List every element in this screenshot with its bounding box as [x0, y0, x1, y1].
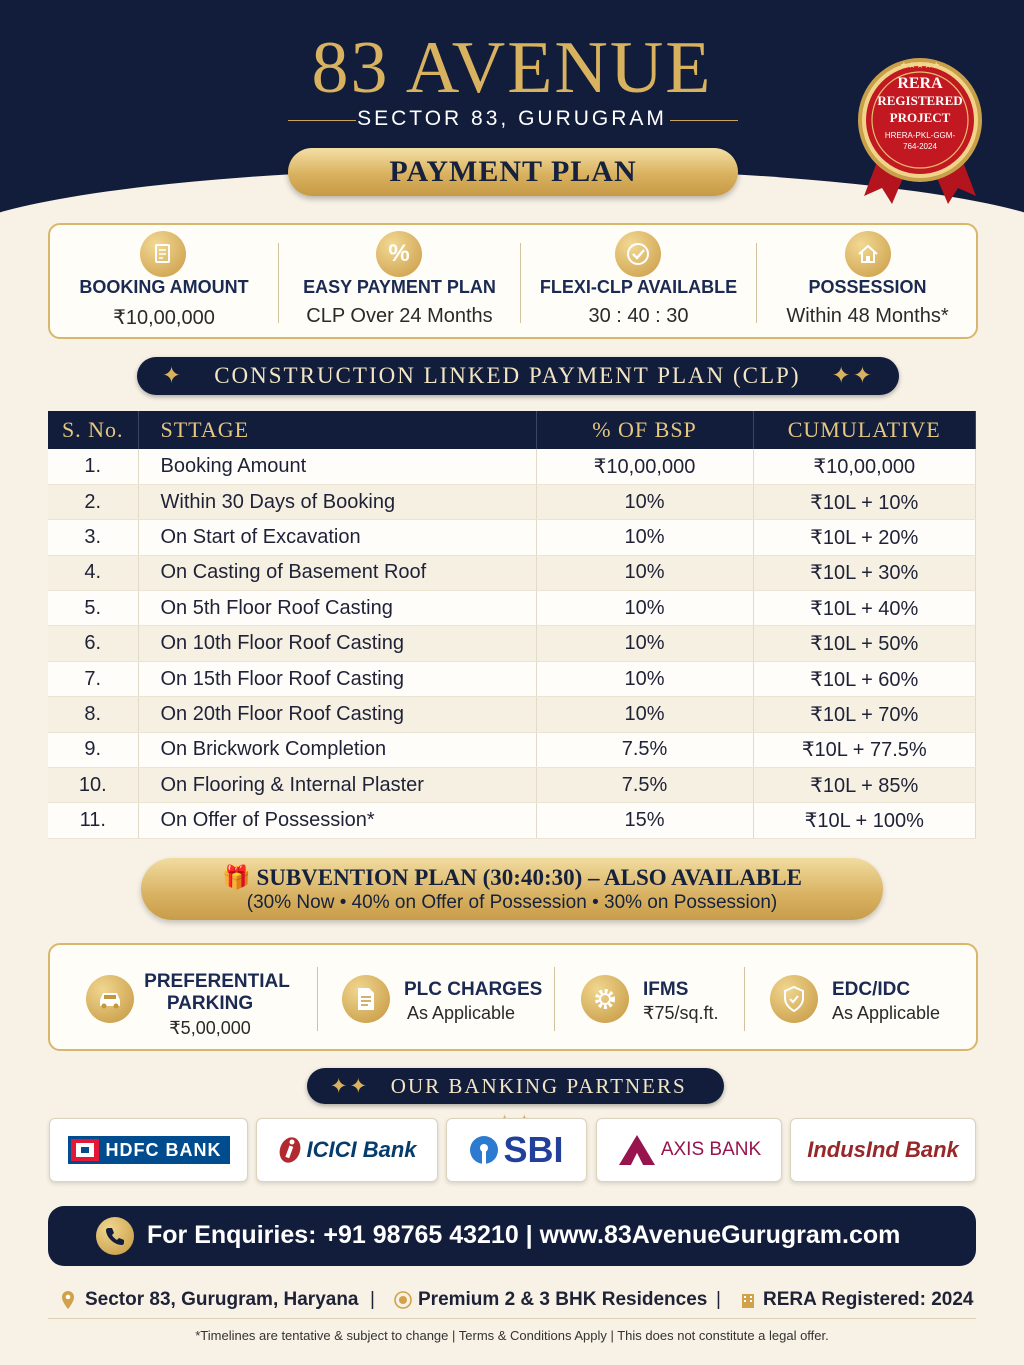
table-cell: 3. [48, 520, 138, 555]
footer-rera [739, 1288, 973, 1312]
subvention-banner [141, 858, 883, 920]
highlight-possession [757, 225, 978, 341]
table-cell: 10% [536, 591, 753, 626]
table-cell: 1. [48, 449, 138, 484]
table-cell: 11. [48, 803, 138, 838]
table-cell: ₹10L + 10% [753, 484, 976, 519]
bank-logo-sbi [446, 1118, 587, 1182]
table-cell: 4. [48, 555, 138, 590]
table-row [48, 768, 976, 803]
sbi-mark-icon [469, 1135, 499, 1165]
table-row [48, 591, 976, 626]
column-header: STTAGE [138, 411, 536, 449]
subtitle-divider-right [670, 120, 738, 121]
charges-panel [48, 943, 978, 1051]
bank-logo-indusind [790, 1118, 976, 1182]
table-cell: 10% [536, 626, 753, 661]
column-header: % OF BSP [536, 411, 753, 449]
rera-badge-code2: 764-2024 [903, 142, 937, 151]
table-row [48, 449, 976, 484]
rera-badge-line3: PROJECT [889, 110, 951, 125]
table-cell: ₹10L + 70% [753, 697, 976, 732]
document-icon [140, 231, 186, 277]
table-cell: On Offer of Possession* [138, 803, 536, 838]
bank-name: IndusInd Bank [807, 1137, 959, 1162]
table-cell: 8. [48, 697, 138, 732]
banking-title-text: OUR BANKING PARTNERS [390, 1074, 687, 1098]
table-cell: ₹10L + 77.5% [753, 732, 976, 767]
payment-plan-table [48, 411, 976, 839]
phone-icon [96, 1217, 134, 1255]
table-cell: ₹10,00,000 [753, 449, 976, 484]
table-cell: ₹10,00,000 [536, 449, 753, 484]
charge-label: IFMS [643, 979, 689, 1000]
payment-plan-banner: PAYMENT PLAN [288, 148, 738, 196]
table-cell: ₹10L + 85% [753, 768, 976, 803]
table-cell: ₹10L + 100% [753, 803, 976, 838]
footer-rera-text: RERA Registered: 2024 [763, 1289, 974, 1310]
rera-badge-line2: REGISTERED [877, 93, 963, 108]
highlight-value: ₹10,00,000 [113, 307, 215, 329]
badge-icon [394, 1291, 412, 1309]
table-cell: 7.5% [536, 732, 753, 767]
table-cell: 7. [48, 661, 138, 696]
bank-name: HDFC BANK [105, 1139, 222, 1160]
bank-name: AXIS BANK [660, 1139, 762, 1160]
star-icon: ✦ [161, 363, 184, 388]
check-icon [615, 231, 661, 277]
table-cell: 10% [536, 555, 753, 590]
charge-value: ₹5,00,000 [169, 1018, 251, 1038]
table-cell: On 10th Floor Roof Casting [138, 626, 536, 661]
footer-divider [48, 1318, 976, 1319]
charge-label: PLC CHARGES [404, 979, 543, 1000]
table-cell: 10% [536, 697, 753, 732]
table-cell: 7.5% [536, 768, 753, 803]
table-cell: On 5th Floor Roof Casting [138, 591, 536, 626]
table-cell: On Brickwork Completion [138, 732, 536, 767]
table-row [48, 555, 976, 590]
highlight-payment [279, 225, 520, 341]
highlight-booking [50, 225, 278, 341]
charge-value: As Applicable [407, 1003, 516, 1023]
svg-text:★★★★★: ★★★★★ [899, 60, 941, 70]
table-row [48, 732, 976, 767]
table-row [48, 520, 976, 555]
table-cell: 2. [48, 484, 138, 519]
highlight-label: FLEXI-CLP AVAILABLE [539, 277, 738, 297]
table-cell: On Casting of Basement Roof [138, 555, 536, 590]
subvention-title: SUBVENTION PLAN (30:40:30) – ALSO AVAILABLE [256, 865, 802, 890]
table-header-row [48, 411, 976, 449]
shield-icon [770, 975, 818, 1023]
table-row [48, 661, 976, 696]
charge-plc [318, 945, 554, 1053]
table-cell: ₹10L + 50% [753, 626, 976, 661]
column-header: S. No. [48, 411, 138, 449]
highlight-label: BOOKING AMOUNT [79, 277, 249, 297]
table-cell: On Flooring & Internal Plaster [138, 768, 536, 803]
footer-location [60, 1288, 359, 1312]
charge-value: As Applicable [832, 1003, 941, 1023]
gift-icon: 🎁 [222, 865, 251, 891]
location-pin-icon [60, 1290, 76, 1310]
table-cell: 10% [536, 520, 753, 555]
charge-value: ₹75/sq.ft. [643, 1003, 719, 1023]
clp-section-title [137, 357, 899, 395]
hdfc-mark-icon [71, 1139, 99, 1161]
project-subtitle: SECTOR 83, GURUGRAM [357, 107, 667, 130]
table-cell: ₹10L + 60% [753, 661, 976, 696]
charge-label: EDC/IDC [832, 979, 911, 1000]
axis-mark-icon [617, 1133, 657, 1167]
icici-mark-icon [277, 1135, 303, 1165]
table-cell: ₹10L + 30% [753, 555, 976, 590]
footer-separator: | [716, 1289, 721, 1310]
highlight-value: CLP Over 24 Months [306, 305, 493, 327]
hdfc-logo [68, 1136, 230, 1164]
table-cell: On 15th Floor Roof Casting [138, 661, 536, 696]
charge-ifms [555, 945, 745, 1053]
bank-name: ICICI Bank [306, 1137, 417, 1162]
highlight-value: Within 48 Months* [786, 305, 949, 327]
footer-residences-text: Premium 2 & 3 BHK Residences [418, 1289, 708, 1310]
table-cell: 6. [48, 626, 138, 661]
table-cell: 10% [536, 484, 753, 519]
table-cell: On Start of Excavation [138, 520, 536, 555]
table-cell: 10. [48, 768, 138, 803]
table-row [48, 626, 976, 661]
percent-icon: % [376, 231, 422, 277]
house-icon [845, 231, 891, 277]
footer-residences [394, 1288, 707, 1312]
charge-parking [50, 945, 316, 1053]
rera-badge-line1: RERA [897, 75, 943, 92]
project-title: 83 AVENUE [311, 27, 713, 109]
bank-logo-hdfc [49, 1118, 248, 1182]
table-cell: 10% [536, 661, 753, 696]
charge-label: PREFERENTIAL [144, 971, 290, 992]
highlights-panel [48, 223, 978, 339]
banking-section-title [307, 1068, 724, 1104]
disclaimer: *Timelines are tentative & subject to change | Terms & Conditions Apply | This does not constitute a legal offer. [195, 1328, 829, 1343]
enquiry-bar[interactable] [48, 1206, 976, 1266]
table-cell: Booking Amount [138, 449, 536, 484]
building-icon [739, 1291, 757, 1309]
highlight-flexi [521, 225, 756, 341]
highlight-label: EASY PAYMENT PLAN [303, 277, 496, 297]
highlight-label: POSSESSION [808, 277, 927, 297]
table-cell: Within 30 Days of Booking [138, 484, 536, 519]
star-icon: ✦✦ [329, 1074, 370, 1098]
footer-separator: | [370, 1289, 375, 1310]
enquiry-text[interactable]: For Enquiries: +91 98765 43210 | www.83AvenueGurugram.com [147, 1221, 901, 1249]
footer-location-text: Sector 83, Gurugram, Haryana [85, 1289, 359, 1310]
table-cell: 9. [48, 732, 138, 767]
charge-edc [745, 945, 978, 1053]
cog-icon [581, 975, 629, 1023]
charge-label: PARKING [166, 993, 254, 1014]
bank-logo-axis [596, 1118, 782, 1182]
table-row [48, 803, 976, 838]
subvention-detail: (30% Now • 40% on Offer of Possession • 30% on Possession) [246, 892, 778, 913]
table-cell: 5. [48, 591, 138, 626]
bank-logo-icici [256, 1118, 438, 1182]
star-icon: ✦✦ [831, 363, 875, 388]
file-icon [342, 975, 390, 1023]
table-cell: ₹10L + 40% [753, 591, 976, 626]
table-cell: 15% [536, 803, 753, 838]
rera-badge-code1: HRERA-PKL-GGM- [884, 131, 956, 140]
table-row [48, 484, 976, 519]
table-cell: ₹10L + 20% [753, 520, 976, 555]
bank-name: SBI [503, 1129, 564, 1170]
table-row [48, 697, 976, 732]
clp-title-text: CONSTRUCTION LINKED PAYMENT PLAN (CLP) [214, 363, 801, 388]
car-icon [86, 975, 134, 1023]
column-header: CUMULATIVE [753, 411, 976, 449]
highlight-value: 30 : 40 : 30 [588, 305, 689, 327]
table-cell: On 20th Floor Roof Casting [138, 697, 536, 732]
